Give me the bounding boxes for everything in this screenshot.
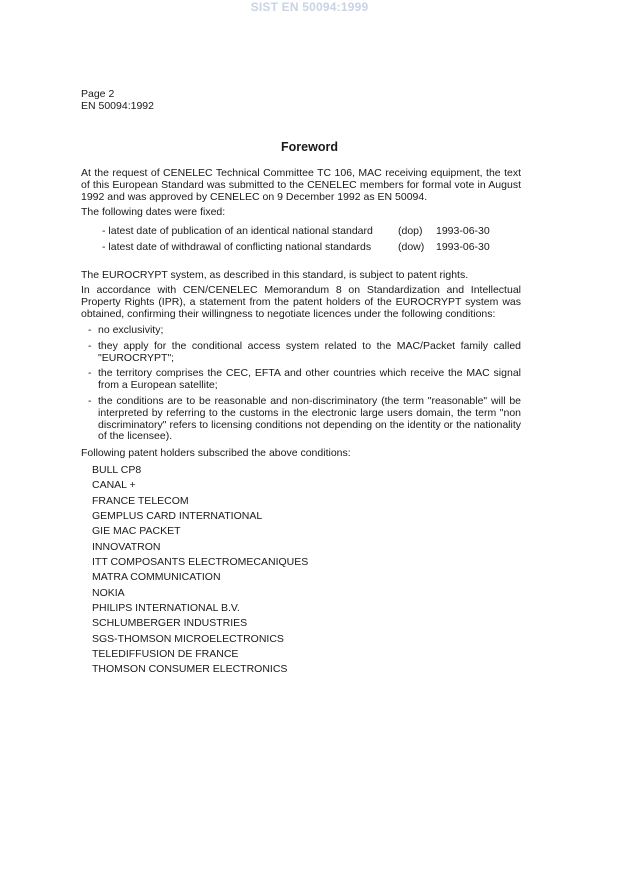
standard-number: EN 50094:1992 — [81, 100, 154, 112]
holders-intro: Following patent holders subscribed the above conditions: — [81, 447, 351, 459]
date-abbreviation: (dop) — [398, 225, 423, 237]
dates-intro: The following dates were fixed: — [81, 206, 226, 218]
date-description: - latest date of publication of an identical national standard — [102, 225, 373, 237]
dash-bullet: - — [88, 367, 92, 380]
page-number: Page 2 — [81, 88, 115, 100]
conditions-list — [88, 325, 521, 447]
eurocrypt-paragraph: The EUROCRYPT system, as described in this standard, is subject to patent rights. — [81, 269, 469, 281]
list-item: TELEDIFFUSION DE FRANCE — [92, 648, 239, 661]
list-item: CANAL + — [92, 479, 136, 492]
list-item — [88, 341, 521, 365]
date-row-dop — [102, 223, 506, 239]
condition-text: no exclusivity; — [98, 324, 164, 336]
date-row-dow — [102, 239, 506, 255]
dash-bullet: - — [88, 324, 92, 336]
dates-list — [102, 223, 506, 255]
list-item: ITT COMPOSANTS ELECTROMECANIQUES — [92, 556, 309, 569]
list-item: SGS-THOMSON MICROELECTRONICS — [92, 632, 284, 645]
list-item: GIE MAC PACKET — [92, 525, 181, 538]
intro-paragraph: At the request of CENELEC Technical Committee TC 106, MAC receiving equipment, the text of this European Standard was submitted to the CENELEC members for formal vote in August 1992 and was approved by CENELEC on 9 December 1992 as EN 50094. — [81, 167, 521, 203]
dash-bullet: - — [88, 394, 92, 407]
list-item: THOMSON CONSUMER ELECTRONICS — [92, 663, 288, 676]
list-item — [88, 396, 521, 443]
date-abbreviation: (dow) — [398, 241, 425, 253]
list-item: NOKIA — [92, 586, 125, 599]
page-header — [81, 88, 154, 112]
condition-text: the territory comprises the CEC, EFTA and other countries which receive the MAC signal from a European satellite; — [98, 367, 521, 392]
page-title: Foreword — [281, 140, 338, 154]
list-item — [88, 325, 521, 337]
date-description: - latest date of withdrawal of conflicting national standards — [102, 241, 372, 253]
list-item: INNOVATRON — [92, 540, 161, 553]
list-item: SCHLUMBERGER INDUSTRIES — [92, 617, 248, 630]
list-item — [88, 368, 521, 392]
list-item: MATRA COMMUNICATION — [92, 571, 221, 584]
list-item: GEMPLUS CARD INTERNATIONAL — [92, 510, 263, 523]
condition-text: they apply for the conditional access system related to the MAC/Packet family called "EUROCRYPT"; — [98, 339, 521, 364]
date-value: 1993-06-30 — [436, 225, 490, 237]
list-item: FRANCE TELECOM — [92, 494, 189, 507]
dash-bullet: - — [88, 339, 92, 352]
list-item: PHILIPS INTERNATIONAL B.V. — [92, 602, 240, 615]
condition-text: the conditions are to be reasonable and non-discriminatory (the term "reasonable" will be interpreted by referring to the customs in the electronic large users domain, the term "non discriminatory" refers to licensing conditions not depending on the identity or the nationality of the licensee). — [98, 394, 521, 443]
accordance-paragraph: In accordance with CEN/CENELEC Memorandum 8 on Standardization and Intellectual Property Rights (IPR), a statement from the patent holders of the EUROCRYPT system was obtained, confirming their willingness to negotiate licences under the following conditions: — [81, 284, 521, 320]
document-watermark: SIST EN 50094:1999 — [250, 0, 369, 14]
list-item: BULL CP8 — [92, 464, 142, 476]
date-value: 1993-06-30 — [436, 241, 490, 253]
patent-holders-list — [92, 463, 308, 678]
